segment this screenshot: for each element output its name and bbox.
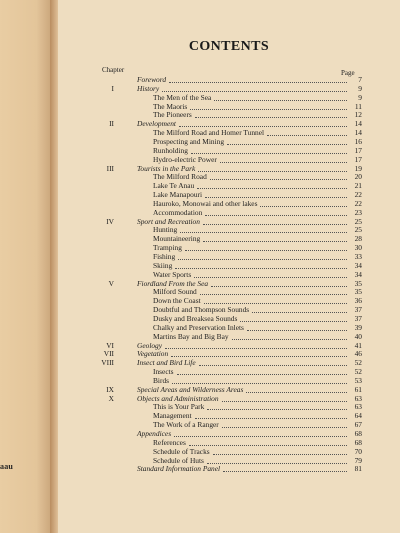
page-number: 52 bbox=[354, 367, 362, 377]
toc-entry bbox=[58, 305, 400, 314]
contents-page bbox=[58, 0, 400, 533]
leader-dots bbox=[222, 426, 347, 428]
toc-entry bbox=[58, 376, 400, 385]
leader-dots bbox=[213, 453, 347, 455]
entry-title: Standard Information Panel bbox=[137, 464, 221, 474]
toc-entry bbox=[58, 287, 400, 296]
page-number: 28 bbox=[354, 234, 362, 244]
page-number: 70 bbox=[354, 446, 362, 456]
entry-title: Birds bbox=[153, 375, 170, 385]
entry-title: Vegetation bbox=[137, 349, 169, 359]
leader-dots bbox=[169, 81, 347, 83]
entry-title: Sport and Recreation bbox=[137, 216, 200, 226]
entry-title: Management bbox=[153, 411, 192, 421]
leader-dots bbox=[204, 302, 347, 304]
entry-title: Tramping bbox=[153, 243, 182, 253]
entry-title: Tourists in the Park bbox=[137, 163, 196, 173]
entry-title: Runholding bbox=[153, 145, 188, 155]
chapter-column-label: Chapter bbox=[102, 66, 125, 74]
leader-dots bbox=[174, 435, 347, 437]
page-number: 14 bbox=[354, 119, 362, 129]
entry-title: Mountaineering bbox=[153, 234, 201, 244]
leader-dots bbox=[223, 470, 347, 472]
entry-title: Fiordland From the Sea bbox=[137, 278, 209, 288]
toc-entry bbox=[58, 332, 400, 341]
chapter-number: X bbox=[108, 393, 114, 403]
toc-entry bbox=[58, 261, 400, 270]
leader-dots bbox=[205, 214, 347, 216]
chapter-number: V bbox=[108, 278, 114, 288]
leader-dots bbox=[165, 347, 347, 349]
leader-dots bbox=[177, 373, 347, 375]
toc-entry bbox=[58, 102, 400, 111]
page-number: 11 bbox=[354, 101, 362, 111]
chapter-number: II bbox=[109, 119, 114, 129]
toc-entry bbox=[58, 367, 400, 376]
toc-entry bbox=[58, 243, 400, 252]
leader-dots bbox=[195, 417, 347, 419]
page-number: 81 bbox=[354, 464, 362, 474]
entry-title: Martins Bay and Big Bay bbox=[153, 331, 229, 341]
entry-title: The Maoris bbox=[153, 101, 188, 111]
page-number: 25 bbox=[354, 216, 362, 226]
leader-dots bbox=[205, 196, 347, 198]
entry-title: Insects bbox=[153, 367, 174, 377]
entry-title: The Pioneers bbox=[153, 110, 192, 120]
chapter-number: VI bbox=[106, 340, 114, 350]
entry-title: Hunting bbox=[153, 225, 178, 235]
leader-dots bbox=[214, 99, 347, 101]
leader-dots bbox=[207, 408, 347, 410]
leader-dots bbox=[171, 355, 347, 357]
entry-title: Schedule of Tracks bbox=[153, 446, 210, 456]
facing-page bbox=[0, 0, 52, 533]
page-number: 17 bbox=[354, 145, 362, 155]
chapter-number: I bbox=[111, 83, 114, 93]
leader-dots bbox=[162, 90, 347, 92]
leader-dots bbox=[200, 293, 347, 295]
toc-entry bbox=[58, 402, 400, 411]
toc-entry bbox=[58, 190, 400, 199]
page-number: 63 bbox=[354, 402, 362, 412]
leader-dots bbox=[247, 329, 347, 331]
toc-entry bbox=[58, 181, 400, 190]
page-number: 16 bbox=[354, 136, 362, 146]
entry-title: This is Your Park bbox=[153, 402, 205, 412]
toc-entry bbox=[58, 119, 400, 128]
toc-entry bbox=[58, 128, 400, 137]
leader-dots bbox=[232, 338, 347, 340]
page-number: 35 bbox=[354, 287, 362, 297]
toc-entry bbox=[58, 270, 400, 279]
entry-title: Geology bbox=[137, 340, 163, 350]
page-number: 68 bbox=[354, 429, 362, 438]
page-number: 9 bbox=[358, 83, 362, 93]
toc-entry bbox=[58, 110, 400, 119]
page-number: 20 bbox=[354, 172, 362, 182]
page-number: 40 bbox=[354, 331, 362, 341]
leader-dots bbox=[180, 231, 347, 233]
leader-dots bbox=[227, 143, 347, 145]
page-number: 37 bbox=[354, 305, 362, 315]
entry-title: The Work of a Ranger bbox=[153, 420, 219, 430]
page-number: 17 bbox=[354, 154, 362, 164]
page-number: 53 bbox=[354, 375, 362, 385]
toc-entry bbox=[58, 155, 400, 164]
toc-entry bbox=[58, 296, 400, 305]
page-number: 34 bbox=[354, 260, 362, 270]
entry-title: The Men of the Sea bbox=[153, 92, 212, 102]
leader-dots bbox=[246, 391, 347, 393]
leader-dots bbox=[260, 205, 347, 207]
toc-entry bbox=[58, 208, 400, 217]
toc-entry bbox=[58, 93, 400, 102]
toc-entry bbox=[58, 146, 400, 155]
page-number: 67 bbox=[354, 420, 362, 430]
leader-dots bbox=[222, 400, 347, 402]
leader-dots bbox=[252, 311, 347, 313]
entry-title: Lake Manapouri bbox=[153, 190, 203, 200]
page-number: 30 bbox=[354, 243, 362, 253]
leader-dots bbox=[199, 364, 347, 366]
entry-title: The Milford Road and Homer Tunnel bbox=[153, 128, 265, 138]
page-number: 36 bbox=[354, 296, 362, 306]
leader-dots bbox=[203, 223, 347, 225]
leader-dots bbox=[179, 125, 347, 127]
page-number: 64 bbox=[354, 411, 362, 421]
toc-entry bbox=[58, 137, 400, 146]
toc-entry bbox=[58, 420, 400, 429]
leader-dots bbox=[203, 240, 347, 242]
page-number: 23 bbox=[354, 207, 362, 217]
toc-entry bbox=[58, 164, 400, 173]
toc-entry bbox=[58, 84, 400, 93]
page-number: 19 bbox=[354, 163, 362, 173]
toc-entry bbox=[58, 464, 400, 473]
toc-entry bbox=[58, 349, 400, 358]
page-number: 25 bbox=[354, 225, 362, 235]
page-number: 9 bbox=[358, 92, 362, 102]
page-number: 33 bbox=[354, 252, 362, 261]
entry-title: Skiing bbox=[153, 260, 173, 270]
toc-entry bbox=[58, 394, 400, 403]
toc-entry bbox=[58, 385, 400, 394]
leader-dots bbox=[175, 267, 347, 269]
leader-dots bbox=[210, 178, 347, 180]
entry-title: Objects and Administration bbox=[137, 393, 219, 403]
page-title: CONTENTS bbox=[188, 39, 270, 54]
toc-entry bbox=[58, 411, 400, 420]
entry-title: History bbox=[137, 83, 160, 93]
leader-dots bbox=[198, 170, 347, 172]
facing-page-text-fragment: aau bbox=[0, 462, 14, 471]
toc-entry bbox=[58, 172, 400, 181]
chapter-number: IX bbox=[106, 384, 114, 394]
chapter-number: IV bbox=[106, 216, 114, 226]
leader-dots bbox=[195, 116, 347, 118]
leader-dots bbox=[207, 462, 347, 464]
chapter-number: VII bbox=[103, 349, 114, 359]
page-number: 52 bbox=[354, 358, 362, 368]
page-number: 37 bbox=[354, 313, 362, 323]
toc-entry bbox=[58, 279, 400, 288]
entry-title: Hauroko, Monowai and other lakes bbox=[153, 198, 258, 208]
entry-title: Schedule of Huts bbox=[153, 455, 204, 465]
page-column-label: Page bbox=[341, 69, 355, 77]
leader-dots bbox=[267, 134, 347, 136]
toc-entry bbox=[58, 225, 400, 234]
toc-entry bbox=[58, 358, 400, 367]
entry-title: Lake Te Anau bbox=[153, 181, 195, 191]
toc-entry bbox=[58, 252, 400, 261]
entry-title: Chalky and Preservation Inlets bbox=[153, 322, 244, 332]
toc-entry bbox=[58, 217, 400, 226]
leader-dots bbox=[185, 249, 347, 251]
leader-dots bbox=[194, 276, 347, 278]
toc-entry bbox=[58, 438, 400, 447]
toc-entry bbox=[58, 234, 400, 243]
page-number: 68 bbox=[354, 437, 362, 447]
leader-dots bbox=[190, 108, 347, 110]
toc-entry bbox=[58, 323, 400, 332]
leader-dots bbox=[220, 161, 347, 163]
entry-title: Water Sports bbox=[153, 269, 192, 279]
leader-dots bbox=[240, 320, 347, 322]
page-number: 22 bbox=[354, 190, 362, 200]
toc-entry bbox=[58, 456, 400, 465]
page-number: 35 bbox=[354, 278, 362, 288]
leader-dots bbox=[211, 285, 347, 287]
leader-dots bbox=[178, 258, 347, 260]
entry-title: Appendices bbox=[137, 429, 172, 438]
page-number: 22 bbox=[354, 198, 362, 208]
page-number: 41 bbox=[354, 340, 362, 350]
leader-dots bbox=[189, 444, 347, 446]
entry-title: Down the Coast bbox=[153, 296, 201, 306]
toc-entry bbox=[58, 447, 400, 456]
entry-title: Milford Sound bbox=[153, 287, 197, 297]
entry-title: Special Areas and Wilderness Areas bbox=[137, 384, 244, 394]
entry-title: Prospecting and Mining bbox=[153, 136, 225, 146]
entry-title: Development bbox=[137, 119, 176, 129]
page-number: 39 bbox=[354, 322, 362, 332]
page-number: 34 bbox=[354, 269, 362, 279]
entry-title: Hydro-electric Power bbox=[153, 154, 217, 164]
page-number: 14 bbox=[354, 128, 362, 138]
chapter-number: III bbox=[106, 163, 114, 173]
entry-title: Insect and Bird Life bbox=[137, 358, 196, 368]
entry-title: Accommodation bbox=[153, 207, 203, 217]
leader-dots bbox=[197, 187, 347, 189]
leader-dots bbox=[172, 382, 347, 384]
page-number: 61 bbox=[354, 384, 362, 394]
entry-title: The Milford Road bbox=[153, 172, 207, 182]
page-number: 21 bbox=[354, 181, 362, 191]
entry-title: Doubtful and Thompson Sounds bbox=[153, 305, 250, 315]
page-number: 7 bbox=[358, 75, 362, 84]
page-number: 79 bbox=[354, 455, 362, 465]
toc-entry bbox=[58, 429, 400, 438]
toc-entry bbox=[58, 314, 400, 323]
page-number: 12 bbox=[354, 110, 362, 120]
page-number: 63 bbox=[354, 393, 362, 403]
entry-title: Foreword bbox=[137, 75, 167, 84]
toc-entry bbox=[58, 75, 400, 84]
chapter-number: VIII bbox=[101, 358, 114, 368]
page-number: 46 bbox=[354, 349, 362, 359]
entry-title: Dusky and Breaksea Sounds bbox=[153, 313, 238, 323]
toc-entry bbox=[58, 341, 400, 350]
leader-dots bbox=[191, 152, 347, 154]
entry-title: References bbox=[153, 437, 186, 447]
entry-title: Fishing bbox=[153, 252, 176, 261]
toc-entry bbox=[58, 199, 400, 208]
